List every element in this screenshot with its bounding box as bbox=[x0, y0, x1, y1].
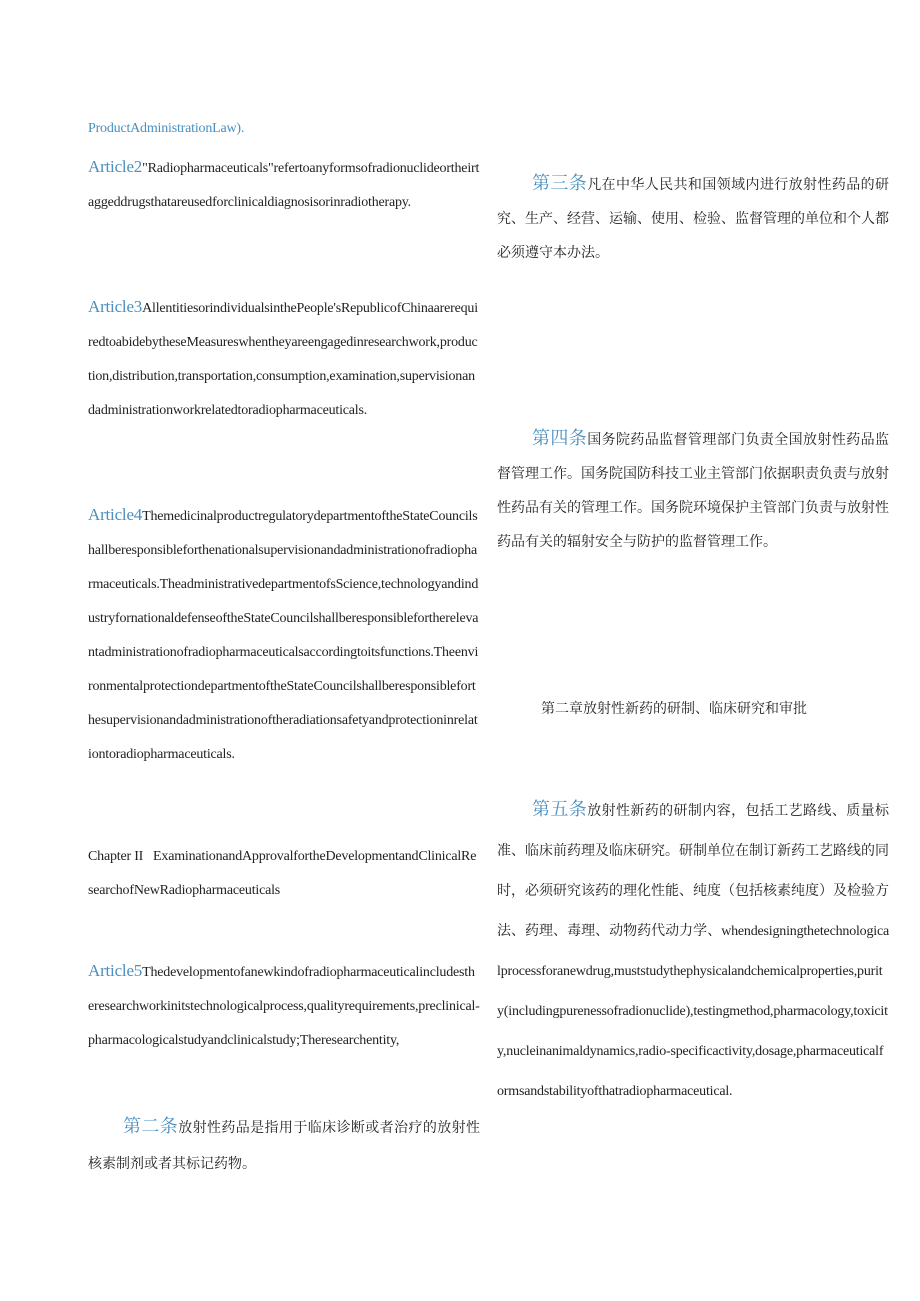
zh-article3 bbox=[497, 166, 889, 271]
chapter2-text: Chapter II ExaminationandApprovalfortheDevelopmentandClinicalResearchofNewRadiopharmaceuticals bbox=[88, 849, 477, 898]
article5-en bbox=[88, 954, 480, 1058]
article4-label: Article4 bbox=[88, 505, 143, 524]
zh-article5-text-en: whendesigningthetechnologicalprocessforanewdrug,muststudythephysicalandchemicalproperties,purity(includingpurenessofradionuclide),testingmethod,pharmacology,toxicity,nucleinanimaldynamics,radio-specificactivity,dosage,pharmaceuticalformsandstabilityofthatradiopharmaceutical. bbox=[497, 924, 889, 1099]
article3-en bbox=[88, 290, 480, 428]
zh-article2-label: 第二条 bbox=[123, 1116, 179, 1136]
zh-chapter2-heading: 第二章放射性新药的研制、临床研究和审批 bbox=[541, 702, 807, 717]
zh-article5-text-zh: 放射性新药的研制内容，包括工艺路线、质量标准、临床前药理及临床研究。研制单位在制订新药工艺路线的同时，必须研究该药的理化性能、纯度（包括核素纯度）及检验方法、药理、毒理、动物药代动力学、 bbox=[497, 804, 890, 939]
top-fragment bbox=[88, 112, 480, 146]
article2-en bbox=[88, 150, 480, 220]
article3-label: Article3 bbox=[88, 297, 143, 316]
article2-label: Article2 bbox=[88, 157, 143, 176]
article5-text: Thedevelopmentofanewkindofradiopharmaceuticalincludestheresearchworkinitstechnologicalprocess,qualityrequirements,preclinical-pharmacologicalstudyandclinicalstudy;Theresearchentity, bbox=[88, 965, 480, 1048]
zh-article2 bbox=[88, 1108, 480, 1183]
article4-en bbox=[88, 498, 480, 772]
article5-label: Article5 bbox=[88, 961, 143, 980]
article3-text: AllentitiesorindividualsinthePeople'sRepublicofChinaarerequiredtoabidebytheseMeasureswhentheyareengagedinresearchwork,production,distribution,transportation,consumption,examination,supervisionandadministrationworkrelatedtoradiopharmaceuticals. bbox=[88, 301, 478, 418]
chapter2-en bbox=[88, 840, 480, 908]
zh-article3-label: 第三条 bbox=[532, 173, 588, 193]
zh-article4 bbox=[497, 421, 889, 560]
article2-text: "Radiopharmaceuticals"refertoanyformsofradionuclideortheirtaggeddrugsthatareusedforclinicaldiagnosisorinradiotherapy. bbox=[88, 161, 480, 210]
zh-article2-text: 放射性药品是指用于临床诊断或者治疗的放射性核素制剂或者其标记药物。 bbox=[88, 1121, 481, 1172]
zh-article3-text: 凡在中华人民共和国领域内进行放射性药品的研究、生产、经营、运输、使用、检验、监督管理的单位和个人都必须遵守本办法。 bbox=[497, 178, 890, 261]
zh-article5 bbox=[497, 789, 889, 1112]
zh-article4-label: 第四条 bbox=[532, 428, 588, 448]
article4-text: ThemedicinalproductregulatorydepartmentoftheStateCouncilshallberesponsibleforthenationalsupervisionandadministrationofradiopharmaceuticals.TheadministrativedepartmentofsScience,technologyandindustryfornationaldefenseoftheStateCouncilshallberesponsiblefortherelevantadministrationofradiopharmaceuticalsaccordingtoitsfunctions.TheenvironmentalprotectiondepartmentoftheStateCouncilshallberesponsibleforthesupervisionandadministrationoftheradiationsafetyandprotectioninrelationtoradiopharmaceuticals. bbox=[88, 509, 479, 762]
zh-article4-text: 国务院药品监督管理部门负责全国放射性药品监督管理工作。国务院国防科技工业主管部门依据职责负责与放射性药品有关的管理工作。国务院环境保护主管部门负责与放射性药品有关的辐射安全与防护的监督管理工作。 bbox=[497, 433, 890, 550]
top-fragment-text: ProductAdministrationLaw). bbox=[88, 121, 245, 136]
zh-article5-label: 第五条 bbox=[532, 799, 588, 819]
